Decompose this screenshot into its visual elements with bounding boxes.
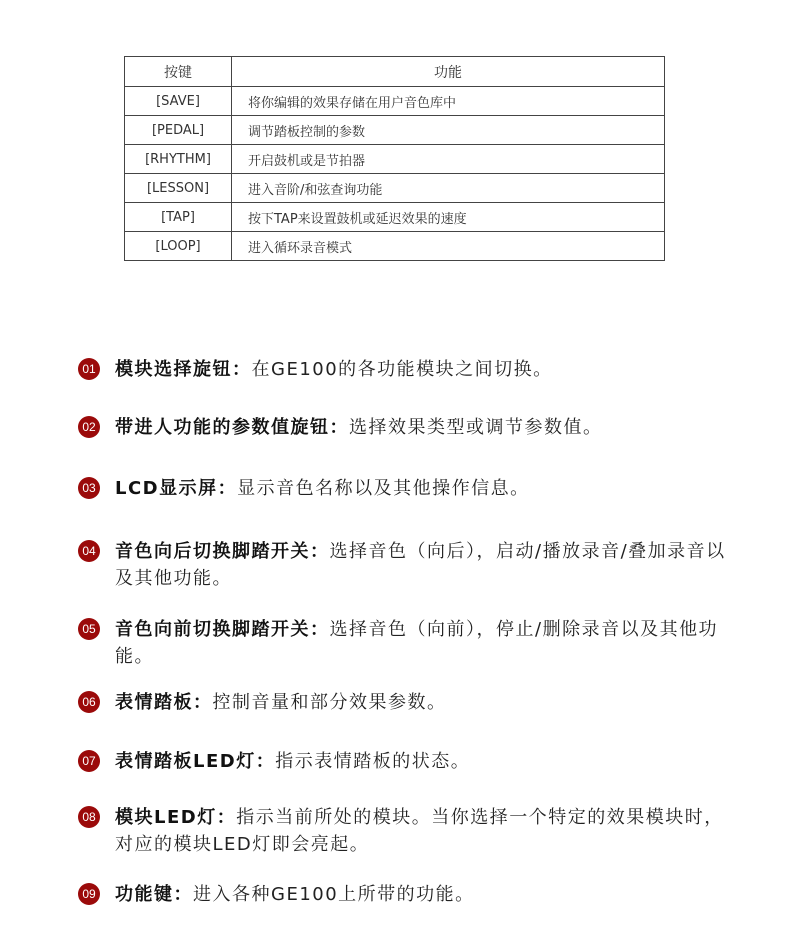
feature-desc: 显示音色名称以及其他操作信息。 <box>237 478 530 499</box>
feature-desc: 选择效果类型或调节参数值。 <box>349 417 603 438</box>
feature-item <box>78 538 738 592</box>
feature-title: 表情踏板： <box>115 692 213 713</box>
number-badge: 07 <box>78 750 100 772</box>
feature-title: 功能键： <box>115 884 193 905</box>
feature-text <box>115 538 738 592</box>
header-key: 按键 <box>125 57 232 87</box>
number-badge: 03 <box>78 477 100 499</box>
feature-title: 带进人功能的参数值旋钮： <box>115 417 349 438</box>
key-cell: [SAVE] <box>125 87 232 116</box>
table-row <box>125 87 665 116</box>
feature-text <box>115 881 738 908</box>
key-cell: [LESSON] <box>125 174 232 203</box>
feature-title: 模块LED灯： <box>115 807 237 828</box>
function-cell: 调节踏板控制的参数 <box>232 116 665 145</box>
feature-desc: 指示表情踏板的状态。 <box>275 751 471 772</box>
function-cell: 按下TAP来设置鼓机或延迟效果的速度 <box>232 203 665 232</box>
table-header <box>125 57 665 87</box>
table-row <box>125 203 665 232</box>
table-row <box>125 145 665 174</box>
feature-text <box>115 475 738 502</box>
key-cell: [LOOP] <box>125 232 232 261</box>
table-row <box>125 232 665 261</box>
table-row <box>125 174 665 203</box>
feature-text <box>115 616 738 670</box>
feature-title: 音色向后切换脚踏开关： <box>115 541 330 562</box>
key-function-table <box>124 56 665 261</box>
feature-text <box>115 748 738 775</box>
feature-text <box>115 356 738 383</box>
feature-desc: 选择音色（向后），启动/播放录音/叠加录音以及其他功能。 <box>115 541 726 589</box>
feature-item <box>78 414 738 441</box>
feature-item <box>78 475 738 502</box>
function-cell: 进入循环录音模式 <box>232 232 665 261</box>
feature-text <box>115 804 738 858</box>
function-cell: 将你编辑的效果存储在用户音色库中 <box>232 87 665 116</box>
feature-item <box>78 881 738 908</box>
feature-desc: 进入各种GE100上所带的功能。 <box>193 884 475 905</box>
feature-desc: 选择音色（向前），停止/删除录音以及其他功能。 <box>115 619 719 667</box>
feature-text <box>115 689 738 716</box>
feature-title: 模块选择旋钮： <box>115 359 252 380</box>
feature-item <box>78 748 738 775</box>
number-badge: 09 <box>78 883 100 905</box>
key-cell: [TAP] <box>125 203 232 232</box>
feature-desc: 指示当前所处的模块。当你选择一个特定的效果模块时，对应的模块LED灯即会亮起。 <box>115 807 724 855</box>
function-cell: 进入音阶/和弦查询功能 <box>232 174 665 203</box>
key-cell: [PEDAL] <box>125 116 232 145</box>
number-badge: 08 <box>78 806 100 828</box>
feature-title: LCD显示屏： <box>115 478 238 499</box>
number-badge: 02 <box>78 416 100 438</box>
key-cell: [RHYTHM] <box>125 145 232 174</box>
function-cell: 开启鼓机或是节拍器 <box>232 145 665 174</box>
feature-item <box>78 689 738 716</box>
feature-title: 表情踏板LED灯： <box>115 751 276 772</box>
number-badge: 06 <box>78 691 100 713</box>
feature-item <box>78 804 738 858</box>
table-row <box>125 116 665 145</box>
feature-desc: 在GE100的各功能模块之间切换。 <box>251 359 553 380</box>
feature-title: 音色向前切换脚踏开关： <box>115 619 330 640</box>
feature-desc: 控制音量和部分效果参数。 <box>212 692 447 713</box>
number-badge: 04 <box>78 540 100 562</box>
feature-item <box>78 356 738 383</box>
feature-text <box>115 414 738 441</box>
header-function: 功能 <box>232 57 665 87</box>
number-badge: 05 <box>78 618 100 640</box>
feature-item <box>78 616 738 670</box>
number-badge: 01 <box>78 358 100 380</box>
